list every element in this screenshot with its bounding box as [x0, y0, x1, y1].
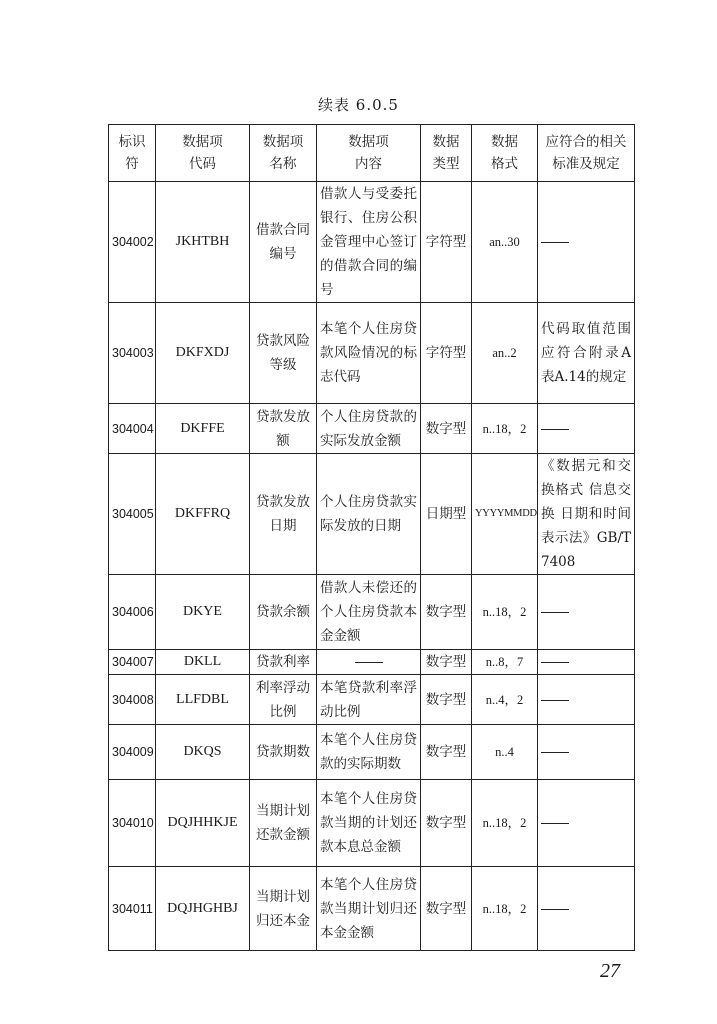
cell-type: 数字型 [421, 575, 472, 650]
cell-content: 个人住房贷款的实际发放金额 [317, 404, 421, 454]
empty-dash [541, 242, 569, 243]
header-content: 数据项 内容 [317, 125, 421, 182]
table-row [109, 303, 635, 404]
cell-identifier: 304011 [109, 867, 156, 951]
empty-dash [541, 662, 569, 663]
table-row [109, 404, 635, 454]
cell-content: 借款人与受委托银行、住房公积金管理中心签订的借款合同的编号 [317, 182, 421, 303]
cell-type: 日期型 [421, 454, 472, 575]
cell-code: DKFXDJ [156, 303, 250, 404]
cell-format: n..18，2 [472, 780, 538, 867]
cell-identifier: 304008 [109, 675, 156, 725]
empty-dash [541, 612, 569, 613]
cell-standard [538, 780, 635, 867]
cell-code: DKQS [156, 725, 250, 780]
cell-identifier: 304009 [109, 725, 156, 780]
cell-standard [538, 404, 635, 454]
table-caption: 续表 6.0.5 [318, 96, 399, 114]
cell-name: 贷款余额 [250, 575, 317, 650]
cell-code: DQJHHKJE [156, 780, 250, 867]
cell-identifier: 304004 [109, 404, 156, 454]
cell-standard [538, 867, 635, 951]
cell-identifier: 304006 [109, 575, 156, 650]
cell-type: 数字型 [421, 404, 472, 454]
cell-code: DKFFE [156, 404, 250, 454]
cell-content: 借款人未偿还的个人住房贷款本金金额 [317, 575, 421, 650]
cell-standard [538, 575, 635, 650]
cell-content: 本笔个人住房贷款当期计划归还本金金额 [317, 867, 421, 951]
cell-content: 本笔个人住房贷款风险情况的标志代码 [317, 303, 421, 404]
header-name: 数据项 名称 [250, 125, 317, 182]
table-row [109, 725, 635, 780]
page-number: 27 [600, 960, 620, 982]
header-code: 数据项 代码 [156, 125, 250, 182]
cell-name: 借款合同编号 [250, 182, 317, 303]
empty-dash [541, 752, 569, 753]
table-row [109, 867, 635, 951]
cell-standard [538, 650, 635, 675]
cell-name: 当期计划还款金额 [250, 780, 317, 867]
cell-standard [538, 182, 635, 303]
cell-format: n..4 [472, 725, 538, 780]
cell-content: 本笔个人住房贷款的实际期数 [317, 725, 421, 780]
table-row [109, 675, 635, 725]
cell-name: 贷款期数 [250, 725, 317, 780]
cell-identifier: 304005 [109, 454, 156, 575]
header-format: 数据 格式 [472, 125, 538, 182]
empty-dash [541, 823, 569, 824]
cell-name: 贷款风险等级 [250, 303, 317, 404]
cell-standard [538, 675, 635, 725]
cell-name: 当期计划归还本金 [250, 867, 317, 951]
cell-format: n..4，2 [472, 675, 538, 725]
cell-type: 字符型 [421, 303, 472, 404]
cell-name: 贷款利率 [250, 650, 317, 675]
cell-type: 字符型 [421, 182, 472, 303]
cell-content [317, 650, 421, 675]
cell-format: n..18，2 [472, 867, 538, 951]
cell-identifier: 304003 [109, 303, 156, 404]
cell-content: 本笔个人住房贷款当期的计划还款本息总金额 [317, 780, 421, 867]
cell-format: n..8，7 [472, 650, 538, 675]
cell-code: DQJHGHBJ [156, 867, 250, 951]
cell-code: JKHTBH [156, 182, 250, 303]
cell-name: 贷款发放日期 [250, 454, 317, 575]
cell-format: an..2 [472, 303, 538, 404]
cell-code: DKFFRQ [156, 454, 250, 575]
cell-code: DKLL [156, 650, 250, 675]
empty-dash [541, 909, 569, 910]
cell-name: 利率浮动比例 [250, 675, 317, 725]
cell-standard [538, 725, 635, 780]
cell-standard: 《数据元和交换格式 信息交换 日期和时间表示法》GB/T 7408 [538, 454, 635, 575]
empty-dash [541, 700, 569, 701]
cell-format: n..18，2 [472, 575, 538, 650]
cell-format: YYYYMMDD [472, 454, 538, 575]
cell-format: n..18，2 [472, 404, 538, 454]
cell-identifier: 304002 [109, 182, 156, 303]
table-row [109, 780, 635, 867]
cell-type: 数字型 [421, 650, 472, 675]
table-header [109, 125, 635, 182]
cell-type: 数字型 [421, 675, 472, 725]
cell-standard: 代码取值范围应符合附录A表A.14的规定 [538, 303, 635, 404]
empty-dash [355, 662, 383, 663]
table-row [109, 575, 635, 650]
table-row [109, 182, 635, 303]
table-row [109, 454, 635, 575]
header-identifier: 标识符 [109, 125, 156, 182]
cell-identifier: 304007 [109, 650, 156, 675]
cell-content: 个人住房贷款实际发放的日期 [317, 454, 421, 575]
cell-type: 数字型 [421, 725, 472, 780]
table-row [109, 650, 635, 675]
cell-name: 贷款发放额 [250, 404, 317, 454]
cell-type: 数字型 [421, 867, 472, 951]
data-element-table [108, 124, 635, 951]
header-type: 数据 类型 [421, 125, 472, 182]
cell-identifier: 304010 [109, 780, 156, 867]
cell-code: DKYE [156, 575, 250, 650]
cell-format: an..30 [472, 182, 538, 303]
empty-dash [541, 429, 569, 430]
cell-code: LLFDBL [156, 675, 250, 725]
header-standard: 应符合的相关 标准及规定 [538, 125, 635, 182]
cell-type: 数字型 [421, 780, 472, 867]
cell-content: 本笔贷款利率浮动比例 [317, 675, 421, 725]
